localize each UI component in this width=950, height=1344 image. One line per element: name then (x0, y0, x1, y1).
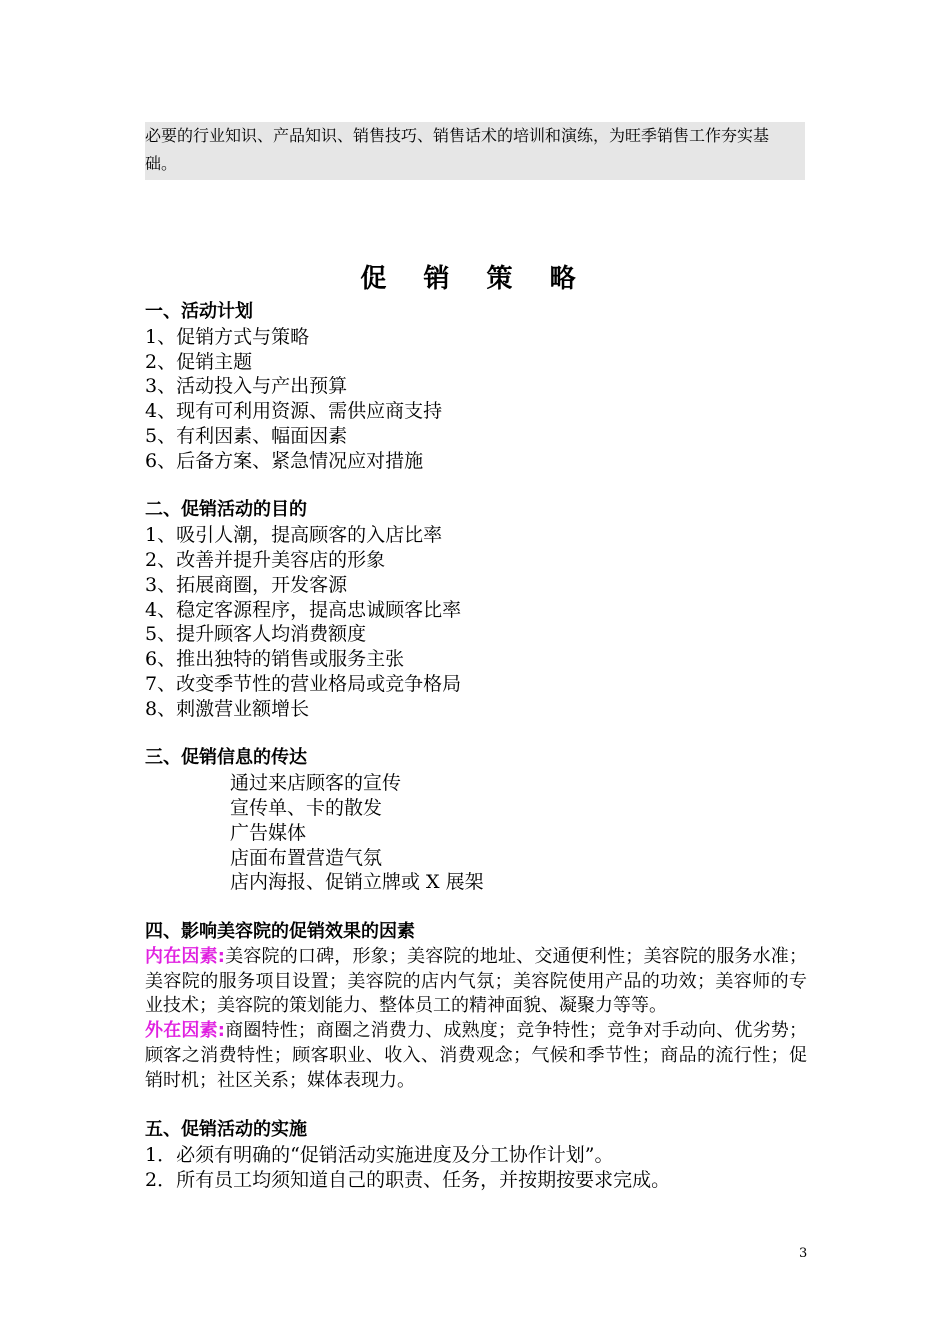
section-implementation (145, 1118, 807, 1192)
list-item: 2．所有员工均须知道自己的职责、任务，并按期按要求完成。 (145, 1168, 671, 1191)
intro-paragraph: 必要的行业知识、产品知识、销售技巧、销售话术的培训和演练，为旺季销售工作夯实基 础。 (145, 122, 805, 180)
list-item: 2、改善并提升美容店的形象 (145, 548, 386, 571)
list-item: 1、促销方式与策略 (145, 325, 310, 348)
external-factors-text: 商圈特性；商圈之消费力、成熟度；竞争特性；竞争对手动向、优劣势；顾客之消费特性；顾客职业、收入、消费观念；气候和季节性；商品的流行性；促销时机；社区关系；媒体表现力。 (145, 1020, 807, 1091)
section-heading: 三、促销信息的传达 (145, 747, 307, 769)
external-factors-label: 外在因素: (145, 1020, 225, 1042)
list-item: 店内海报、促销立牌或 X 展架 (230, 871, 484, 894)
section-purpose (145, 498, 807, 721)
list-item: 3、活动投入与产出预算 (145, 375, 348, 398)
list-item: 6、推出独特的销售或服务主张 (145, 648, 405, 671)
list-item: 广告媒体 (230, 821, 307, 844)
list-item: 5、提升顾客人均消费额度 (145, 623, 367, 646)
list-item: 8、刺激营业额增长 (145, 697, 310, 720)
list-item: 1．必须有明确的“促销活动实施进度及分工协作计划”。 (145, 1144, 614, 1167)
section-communication (145, 746, 807, 895)
external-factors-paragraph (145, 1019, 807, 1093)
document-body (145, 300, 807, 1193)
section-heading: 二、促销活动的目的 (145, 499, 307, 521)
list-item: 5、有利因素、幅面因素 (145, 424, 348, 447)
list-item: 通过来店顾客的宣传 (230, 772, 402, 795)
list-item: 4、稳定客源程序，提高忠诚顾客比率 (145, 598, 462, 621)
list-item: 6、后备方案、紧急情况应对措施 (145, 449, 424, 472)
internal-factors-label: 内在因素: (145, 945, 225, 967)
internal-factors-paragraph (145, 945, 807, 1019)
section-heading: 五、促销活动的实施 (145, 1119, 307, 1141)
section-heading: 四、影响美容院的促销效果的因素 (145, 920, 415, 942)
list-item: 3、拓展商圈，开发客源 (145, 573, 348, 596)
list-item: 1、吸引人潮，提高顾客的入店比率 (145, 524, 443, 547)
list-item: 2、促销主题 (145, 350, 253, 373)
internal-factors-text: 美容院的口碑，形象；美容院的地址、交通便利性；美容院的服务水准；美容院的服务项目设置；美容院的店内气氛；美容院使用产品的功效；美容师的专业技术；美容院的策划能力、整体员工的精神面貌、凝聚力等等。 (145, 945, 807, 1017)
section-factors (145, 920, 807, 1094)
section-heading: 一、活动计划 (145, 301, 253, 322)
list-item: 宣传单、卡的散发 (230, 796, 383, 819)
page-title: 促 销 策 略 (360, 264, 590, 294)
list-item: 7、改变季节性的营业格局或竞争格局 (145, 672, 462, 695)
section-activity-plan (145, 300, 807, 474)
list-item: 店面布置营造气氛 (230, 846, 383, 869)
page-number: 3 (799, 1246, 808, 1261)
list-item: 4、现有可利用资源、需供应商支持 (145, 400, 443, 423)
